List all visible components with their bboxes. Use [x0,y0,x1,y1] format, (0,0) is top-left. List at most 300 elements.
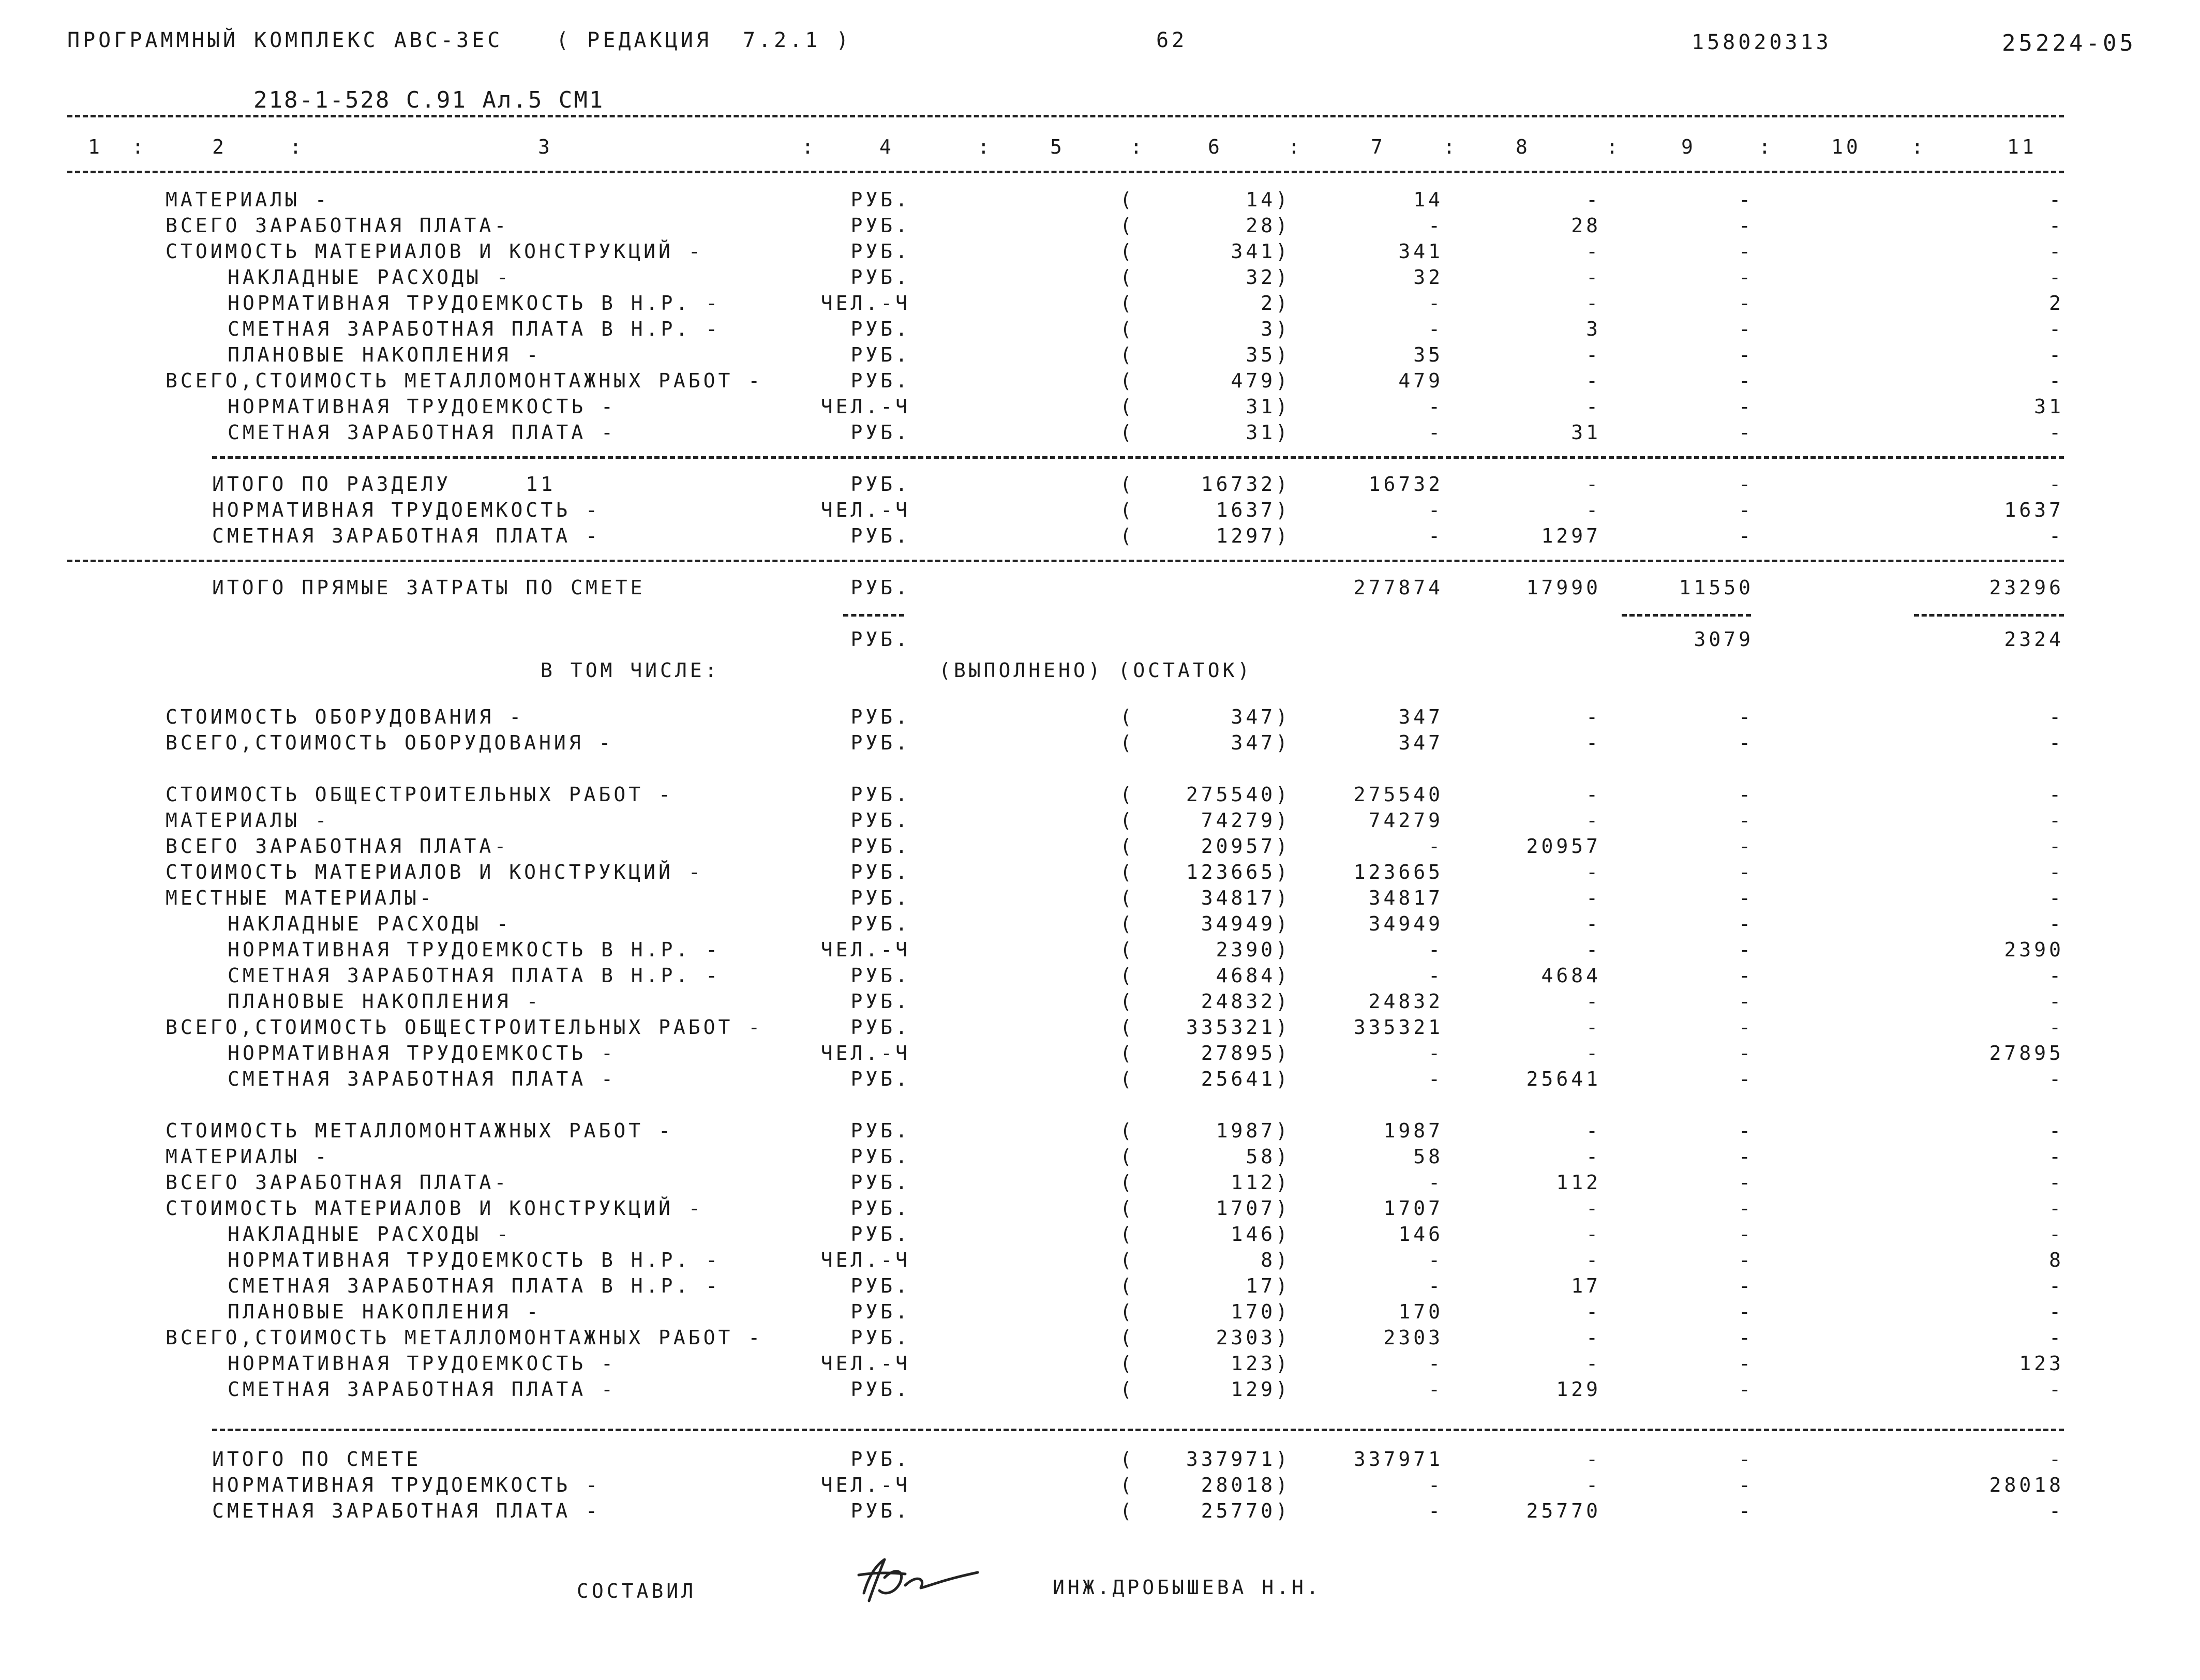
row-col9-value: - [1739,369,1754,392]
row-col8-value: 20957 [1526,835,1601,858]
row-col8-value: - [1586,1042,1601,1064]
row-paren: ( [1120,964,1135,987]
row-label: НОРМАТИВНАЯ ТРУДОЕМКОСТЬ - [228,395,616,418]
row-label: ИТОГО ПРЯМЫЕ ЗАТРАТЫ ПО СМЕТЕ [212,576,646,599]
row-col7-value: 479 [1398,369,1443,392]
row-paren: ( [1120,938,1135,961]
row-label: СМЕТНАЯ ЗАРАБОТНАЯ ПЛАТА В Н.Р. - [228,1274,721,1297]
row-col11-value: - [2049,1300,2064,1323]
row-paren: ( [1120,809,1135,832]
row-paren: ( [1120,1378,1135,1401]
row-col11-value: 28018 [1989,1474,2064,1496]
row-col6-value: 74279) [1201,809,1291,832]
row-label: МАТЕРИАЛЫ - [166,188,330,211]
row-col7-value: - [1428,1274,1443,1297]
row-col7-value: 35 [1413,343,1443,366]
row-col6-value: 337971) [1186,1448,1291,1471]
row-col9-value: - [1739,964,1754,987]
row-label: МАТЕРИАЛЫ - [166,1145,330,1168]
row-col11-value: - [2049,343,2064,366]
column-separator: : [978,136,993,158]
row-paren: ( [1120,188,1135,211]
row-label: СМЕТНАЯ ЗАРАБОТНАЯ ПЛАТА - [228,1378,616,1401]
row-col6-value: 146) [1231,1223,1291,1246]
row-col7-value: 58 [1413,1145,1443,1168]
row-col6-value: 112) [1231,1171,1291,1194]
row-unit: РУБ. [850,369,910,392]
row-col7-value: - [1428,421,1443,444]
column-separator: : [1443,136,1458,158]
row-unit: ЧЕЛ.-Ч [820,1474,910,1496]
row-col6-value: 170) [1231,1300,1291,1323]
row-col7-value: - [1428,318,1443,340]
row-col6-value: 27895) [1201,1042,1291,1064]
row-label: НОРМАТИВНАЯ ТРУДОЕМКОСТЬ - [228,1042,616,1064]
row-col7-value: 277874 [1353,576,1443,599]
row-col9-value: - [1739,1197,1754,1220]
row-col7-value: - [1428,1068,1443,1090]
doc-number: 25224-05 [2002,30,2136,56]
row-unit: РУБ. [850,1197,910,1220]
row-col9-value: - [1739,835,1754,858]
row-paren: ( [1120,783,1135,806]
row-unit: РУБ. [850,343,910,366]
row-col7-value: - [1428,1171,1443,1194]
engineer-name: ИНЖ.ДРОБЫШЕВА Н.Н. [1053,1576,1322,1599]
row-col6-value: 1637) [1216,499,1291,521]
row-col8-value: - [1586,731,1601,754]
rule-direct-costs [67,560,2064,562]
row-paren: ( [1120,731,1135,754]
row-unit: РУБ. [850,473,910,496]
row-col11-value: - [2049,1171,2064,1194]
row-paren: ( [1120,1448,1135,1471]
row-col6-value: 20957) [1201,835,1291,858]
row-col11-value: 2 [2049,292,2064,314]
row-unit: РУБ. [850,1016,910,1039]
row-label: СМЕТНАЯ ЗАРАБОТНАЯ ПЛАТА - [228,1068,616,1090]
row-col11-value: - [2049,1068,2064,1090]
row-col9-value: - [1739,1249,1754,1271]
row-label: СМЕТНАЯ ЗАРАБОТНАЯ ПЛАТА - [228,421,616,444]
row-col9-value: - [1739,1042,1754,1064]
row-col6-value: 58) [1246,1145,1291,1168]
row-col11-value: 1637 [2004,499,2064,521]
signature-mark [848,1544,983,1622]
row-label: СТОИМОСТЬ МАТЕРИАЛОВ И КОНСТРУКЦИЙ - [166,861,704,883]
row-col9-value: 3079 [1694,628,1754,651]
row-label: НАКЛАДНЫЕ РАСХОДЫ - [228,1223,512,1246]
row-col11-value: 23296 [1989,576,2064,599]
row-col7-value: - [1428,1042,1443,1064]
row-col8-value: - [1586,938,1601,961]
row-col6-value: 3) [1261,318,1291,340]
row-unit: РУБ. [850,576,910,599]
row-paren: ( [1120,1119,1135,1142]
row-col6-value: 31) [1246,421,1291,444]
row-unit: РУБ. [850,1378,910,1401]
row-label: СТОИМОСТЬ ОБОРУДОВАНИЯ - [166,706,525,728]
row-col8-value: 3 [1586,318,1601,340]
row-unit: РУБ. [850,835,910,858]
rule-section-total [212,456,2064,459]
rule-top [67,115,2064,117]
row-col7-value: 24832 [1368,990,1443,1013]
column-separator: : [802,136,817,158]
row-col7-value: - [1428,1474,1443,1496]
row-unit: РУБ. [850,240,910,263]
row-col8-value: - [1586,912,1601,935]
row-col11-value: - [2049,1223,2064,1246]
row-unit: РУБ. [850,1326,910,1349]
row-col7-value: 341 [1398,240,1443,263]
row-col9-value: - [1739,499,1754,521]
row-col11-value: 31 [2034,395,2064,418]
row-col7-value: 123665 [1353,861,1443,883]
row-paren: ( [1120,706,1135,728]
row-col8-value: - [1586,1197,1601,1220]
row-col8-value: - [1586,369,1601,392]
row-col6-value: 1707) [1216,1197,1291,1220]
row-col11-value: - [2049,369,2064,392]
row-col9-value: - [1739,1326,1754,1349]
row-col9-value: - [1739,1300,1754,1323]
row-col9-value: - [1739,240,1754,263]
row-label: НОРМАТИВНАЯ ТРУДОЕМКОСТЬ - [212,499,601,521]
row-col6-value: 8) [1261,1249,1291,1271]
row-label: ПЛАНОВЫЕ НАКОПЛЕНИЯ - [228,343,542,366]
row-paren: ( [1120,499,1135,521]
row-paren: ( [1120,1145,1135,1168]
row-col9-value: - [1739,1223,1754,1246]
row-unit: РУБ. [850,524,910,547]
row-col7-value: 170 [1398,1300,1443,1323]
row-col11-value: - [2049,421,2064,444]
row-paren: ( [1120,421,1135,444]
row-col8-value: 17990 [1526,576,1601,599]
row-col8-value: - [1586,1145,1601,1168]
row-paren: ( [1120,214,1135,237]
row-unit: РУБ. [850,188,910,211]
row-paren: ( [1120,1352,1135,1375]
row-col8-value: - [1586,499,1601,521]
row-unit: РУБ. [850,266,910,289]
row-col7-value: 347 [1398,706,1443,728]
row-col7-value: 2303 [1383,1326,1443,1349]
row-unit: РУБ. [850,783,910,806]
row-col6-value: 347) [1231,706,1291,728]
project-reference: 218-1-528 С.91 Ал.5 СМ1 [253,87,605,113]
row-unit: РУБ. [850,912,910,935]
column-number: 11 [2007,136,2037,158]
row-col6-value: 28018) [1201,1474,1291,1496]
row-col8-value: - [1586,1016,1601,1039]
row-col7-value: 1987 [1383,1119,1443,1142]
row-unit: ЧЕЛ.-Ч [820,1042,910,1064]
row-col7-value: 347 [1398,731,1443,754]
row-col9-value: - [1739,1274,1754,1297]
row-label: НОРМАТИВНАЯ ТРУДОЕМКОСТЬ В Н.Р. - [228,1249,721,1271]
row-col9-value: - [1739,990,1754,1013]
row-col11-value: 2390 [2004,938,2064,961]
row-col7-value: - [1428,964,1443,987]
row-col9-value: - [1739,1171,1754,1194]
row-col9-value: - [1739,343,1754,366]
row-col11-value: - [2049,1016,2064,1039]
row-col6-value: 4684) [1216,964,1291,987]
row-col9-value: - [1739,706,1754,728]
compiled-by-label: СОСТАВИЛ [577,1580,697,1602]
doc-code: 158020313 [1692,31,1832,54]
row-col7-value: - [1428,524,1443,547]
row-col11-value: - [2049,1145,2064,1168]
row-unit: ЧЕЛ.-Ч [820,938,910,961]
row-unit: РУБ. [850,706,910,728]
row-unit: РУБ. [850,1499,910,1522]
row-label: ВСЕГО ЗАРАБОТНАЯ ПЛАТА- [166,835,510,858]
row-col6-value: 2390) [1216,938,1291,961]
row-col8-value: - [1586,292,1601,314]
column-number: 6 [1208,136,1223,158]
row-col6-value: 24832) [1201,990,1291,1013]
row-col9-value: - [1739,318,1754,340]
rule-col4-short [843,614,904,617]
row-paren: ( [1120,292,1135,314]
row-col11-value: - [2049,1274,2064,1297]
row-label: ПЛАНОВЫЕ НАКОПЛЕНИЯ - [228,990,542,1013]
row-col9-value: - [1739,214,1754,237]
row-col8-value: - [1586,395,1601,418]
row-col6-value: 17) [1246,1274,1291,1297]
column-number: 10 [1831,136,1861,158]
row-col6-value: 479) [1231,369,1291,392]
row-unit: РУБ. [850,990,910,1013]
row-label: ВСЕГО,СТОИМОСТЬ МЕТАЛЛОМОНТАЖНЫХ РАБОТ - [166,1326,764,1349]
row-col11-value: - [2049,783,2064,806]
row-col11-value: 8 [2049,1249,2064,1271]
row-col8-value: - [1586,1223,1601,1246]
row-col11-value: - [2049,266,2064,289]
row-col9-value: - [1739,524,1754,547]
program-edition: ( РЕДАКЦИЯ 7.2.1 ) [556,28,852,52]
row-col11-value: - [2049,1326,2064,1349]
row-col8-value: 25641 [1526,1068,1601,1090]
column-number: 8 [1516,136,1531,158]
row-label: СМЕТНАЯ ЗАРАБОТНАЯ ПЛАТА В Н.Р. - [228,964,721,987]
row-col9-value: - [1739,292,1754,314]
row-col9-value: - [1739,1474,1754,1496]
row-col11-value: - [2049,1197,2064,1220]
column-separator: : [1911,136,1926,158]
row-col9-value: - [1739,783,1754,806]
row-col8-value: - [1586,861,1601,883]
row-col8-value: - [1586,1448,1601,1471]
row-col11-value: - [2049,809,2064,832]
row-col11-value: - [2049,188,2064,211]
row-label: НОРМАТИВНАЯ ТРУДОЕМКОСТЬ В Н.Р. - [228,292,721,314]
row-paren: ( [1120,1016,1135,1039]
row-label: СТОИМОСТЬ МЕТАЛЛОМОНТАЖНЫХ РАБОТ - [166,1119,674,1142]
row-paren: ( [1120,240,1135,263]
row-col7-value: - [1428,292,1443,314]
row-col7-value: - [1428,395,1443,418]
row-col8-value: 4684 [1541,964,1601,987]
row-label: НОРМАТИВНАЯ ТРУДОЕМКОСТЬ В Н.Р. - [228,938,721,961]
row-col8-value: 17 [1571,1274,1601,1297]
row-col7-value: 1707 [1383,1197,1443,1220]
row-paren: ( [1120,473,1135,496]
row-unit: РУБ. [850,1068,910,1090]
row-label: МАТЕРИАЛЫ - [166,809,330,832]
row-col7-value: 32 [1413,266,1443,289]
row-col11-value: - [2049,240,2064,263]
row-col6-value: 16732) [1201,473,1291,496]
row-col11-value: - [2049,912,2064,935]
row-col6-value: 32) [1246,266,1291,289]
row-unit: РУБ. [850,1223,910,1246]
row-col11-value: - [2049,1448,2064,1471]
row-col9-value: - [1739,1448,1754,1471]
row-col7-value: - [1428,1249,1443,1271]
row-col9-value: - [1739,1068,1754,1090]
row-col7-value: - [1428,1352,1443,1375]
row-col9-value: 11550 [1679,576,1754,599]
row-unit: РУБ. [850,1145,910,1168]
row-label: НОРМАТИВНАЯ ТРУДОЕМКОСТЬ - [212,1474,601,1496]
row-col6-value: 14) [1246,188,1291,211]
row-col11-value: - [2049,318,2064,340]
row-col9-value: - [1739,861,1754,883]
row-col7-value: 34817 [1368,887,1443,909]
row-unit: РУБ. [850,887,910,909]
row-col7-value: 74279 [1368,809,1443,832]
column-number: 1 [88,136,103,158]
row-label: НАКЛАДНЫЕ РАСХОДЫ - [228,912,512,935]
row-col6-value: 2) [1261,292,1291,314]
row-col9-value: - [1739,188,1754,211]
row-col7-value: - [1428,835,1443,858]
column-separator: : [290,136,305,158]
row-col8-value: - [1586,1352,1601,1375]
rule-col11-short [1914,614,2064,617]
row-col7-value: 14 [1413,188,1443,211]
row-col6-value: 2303) [1216,1326,1291,1349]
row-col6-value: 28) [1246,214,1291,237]
row-col6-value: 34817) [1201,887,1291,909]
row-unit: РУБ. [850,731,910,754]
row-col11-value: - [2049,964,2064,987]
column-number: 7 [1371,136,1386,158]
row-col9-value: - [1739,266,1754,289]
row-col11-value: - [2049,473,2064,496]
row-col8-value: 25770 [1526,1499,1601,1522]
rule-header [67,171,2064,173]
row-paren: ( [1120,1326,1135,1349]
row-col6-value: 123) [1231,1352,1291,1375]
row-col9-value: - [1739,938,1754,961]
row-unit: РУБ. [850,1300,910,1323]
row-paren: ( [1120,1171,1135,1194]
row-col6-value: 31) [1246,395,1291,418]
row-col8-value: - [1586,783,1601,806]
row-col6-value: 1987) [1216,1119,1291,1142]
row-col8-value: - [1586,240,1601,263]
row-col6-value: 341) [1231,240,1291,263]
row-label: ВСЕГО,СТОИМОСТЬ ОБОРУДОВАНИЯ - [166,731,614,754]
row-paren: ( [1120,1474,1135,1496]
row-col7-value: 146 [1398,1223,1443,1246]
row-col8-value: 31 [1571,421,1601,444]
column-number: 2 [212,136,227,158]
row-col8-value: 28 [1571,214,1601,237]
row-col8-value: - [1586,1326,1601,1349]
row-paren: ( [1120,835,1135,858]
row-unit: ЧЕЛ.-Ч [820,292,910,314]
column-number: 4 [879,136,894,158]
row-paren: ( [1120,343,1135,366]
row-col6-value: 335321) [1186,1016,1291,1039]
row-col11-value: - [2049,1119,2064,1142]
row-col9-value: - [1739,887,1754,909]
row-col9-value: - [1739,809,1754,832]
row-col7-value: - [1428,938,1443,961]
row-col7-value: - [1428,1378,1443,1401]
row-col11-value: - [2049,524,2064,547]
row-col6-value: 129) [1231,1378,1291,1401]
row-col9-value: - [1739,1499,1754,1522]
row-paren: ( [1120,1499,1135,1522]
row-paren: ( [1120,369,1135,392]
column-separator: : [132,136,147,158]
row-col6-value: 34949) [1201,912,1291,935]
row-col9-value: - [1739,395,1754,418]
column-separator: : [1288,136,1303,158]
row-col7-value: 335321 [1353,1016,1443,1039]
row-col8-value: 112 [1556,1171,1601,1194]
row-col8-value: - [1586,473,1601,496]
row-label: ВСЕГО ЗАРАБОТНАЯ ПЛАТА- [166,1171,510,1194]
row-col11-value: - [2049,1499,2064,1522]
row-label: СМЕТНАЯ ЗАРАБОТНАЯ ПЛАТА - [212,524,601,547]
row-paren: ( [1120,318,1135,340]
row-col9-value: - [1739,421,1754,444]
row-col6-value: 35) [1246,343,1291,366]
rule-estimate-total [212,1429,2064,1431]
row-paren: ( [1120,1042,1135,1064]
row-unit: РУБ. [850,1274,910,1297]
row-col9-value: - [1739,473,1754,496]
row-col11-value: - [2049,835,2064,858]
row-unit: РУБ. [850,318,910,340]
row-unit: РУБ. [850,1119,910,1142]
row-col11-value: 123 [2019,1352,2064,1375]
row-col11-value: - [2049,214,2064,237]
row-col6-value: 347) [1231,731,1291,754]
row-col8-value: 1297 [1541,524,1601,547]
row-paren: ( [1120,861,1135,883]
row-unit: РУБ. [850,809,910,832]
row-col7-value: 16732 [1368,473,1443,496]
column-separator: : [1759,136,1774,158]
done-remaining-label: (ВЫПОЛНЕНО) (ОСТАТОК) [939,659,1253,682]
page-number: 62 [1156,28,1188,52]
row-col11-value: - [2049,1378,2064,1401]
row-label: ИТОГО ПО СМЕТЕ [212,1448,422,1471]
row-col6-value: 1297) [1216,524,1291,547]
row-col6-value: 275540) [1186,783,1291,806]
row-col9-value: - [1739,1119,1754,1142]
row-col9-value: - [1739,731,1754,754]
